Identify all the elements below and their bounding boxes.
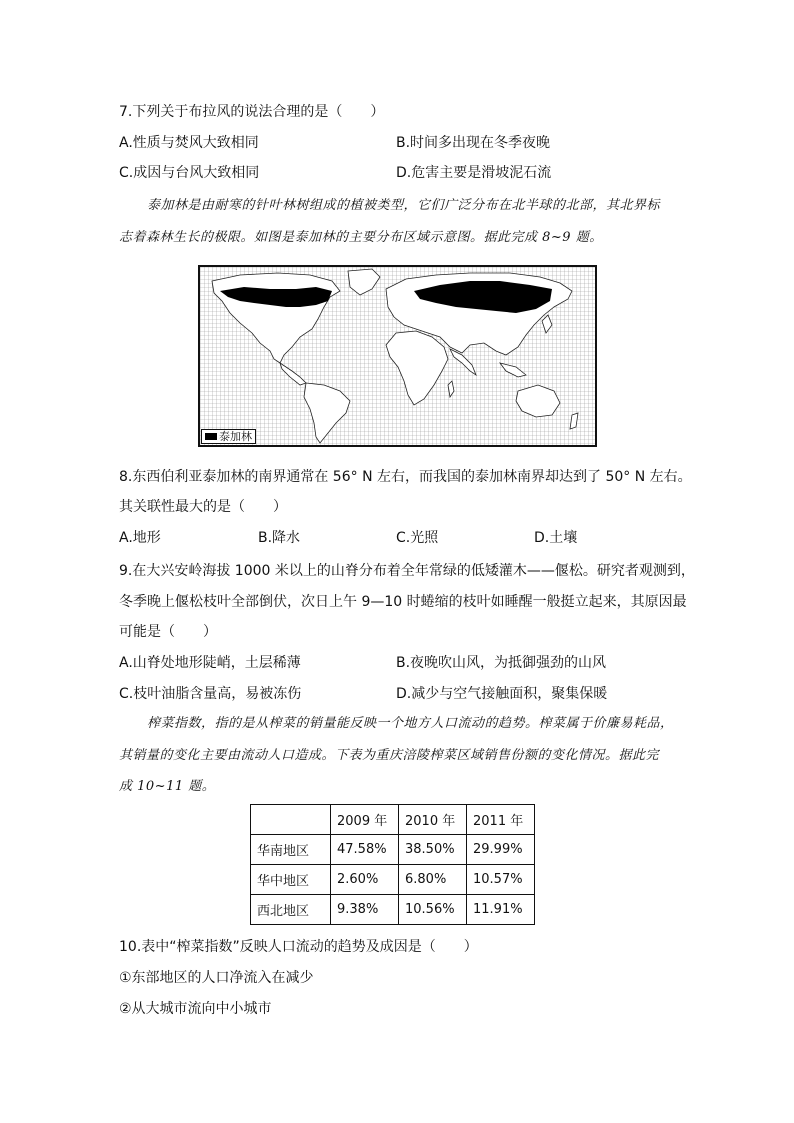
table-cell: 9.38% [331,895,399,925]
table-header-cell: 2011 年 [467,805,535,835]
q7-option-d: D.危害主要是滑坡泥石流 [396,165,552,181]
q7-option-b: B.时间多出现在冬季夜晚 [396,135,551,151]
passage2-line3: 成 10~11 题。 [119,779,216,794]
table-cell: 华中地区 [251,865,331,895]
q10-stem: 10.表中“榨菜指数”反映人口流动的趋势及成因是（ ） [119,939,478,955]
taiga-legend-swatch [205,433,217,440]
table-cell: 华南地区 [251,835,331,865]
q9-stem-line3: 可能是（ ） [119,624,217,640]
table-row [251,865,535,895]
table-header-cell: 2009 年 [331,805,399,835]
q8-option-a: A.地形 [119,530,161,546]
q9-stem-line2: 冬季晚上偃松枝叶全部倒伏，次日上午 9—10 时蜷缩的枝叶如睡醒一般挺立起来，其原因最 [119,594,687,610]
map-legend [201,429,256,444]
zhacai-sales-table [250,804,535,925]
q7-stem: 7.下列关于布拉风的说法合理的是（ ） [119,104,385,120]
q7-option-a: A.性质与焚风大致相同 [119,135,259,151]
table-header-row [251,805,535,835]
q10-item2: ②从大城市流向中小城市 [119,1001,272,1017]
table-cell: 38.50% [399,835,467,865]
table-cell: 10.56% [399,895,467,925]
q9-option-d: D.减少与空气接触面积，聚集保暖 [396,686,608,702]
q9-option-a: A.山脊处地形陡峭，土层稀薄 [119,655,301,671]
q8-option-c: C.光照 [396,530,439,546]
table-cell: 10.57% [467,865,535,895]
legend-label: 泰加林 [219,430,252,443]
q8-stem-line1: 8.东西伯利亚泰加林的南界通常在 56° N 左右，而我国的泰加林南界却达到了 50° N 左右。 [119,469,692,485]
q9-option-c: C.枝叶油脂含量高，易被冻伤 [119,686,302,702]
passage2-line2: 其销量的变化主要由流动人口造成。下表为重庆涪陵榨菜区域销售份额的变化情况。据此完 [119,748,660,763]
table-cell: 西北地区 [251,895,331,925]
table-header-cell: 2010 年 [399,805,467,835]
passage1-line2: 志着森林生长的极限。如图是泰加林的主要分布区域示意图。据此完成 8~9 题。 [119,230,603,245]
q8-option-d: D.土壤 [534,530,578,546]
table-cell: 2.60% [331,865,399,895]
q9-stem-line1: 9.在大兴安岭海拔 1000 米以上的山脊分布着全年常绿的低矮灌木——偃松。研究者观测到， [119,563,695,579]
world-map-graphic [200,267,595,445]
taiga-distribution-map [198,265,597,447]
passage2-line1: 榨菜指数，指的是从榨菜的销量能反映一个地方人口流动的趋势。榨菜属于价廉易耗品， [147,716,674,731]
q7-option-c: C.成因与台风大致相同 [119,165,260,181]
q10-item1: ①东部地区的人口净流入在减少 [119,970,314,986]
table-cell: 6.80% [399,865,467,895]
table-cell: 11.91% [467,895,535,925]
table-cell: 29.99% [467,835,535,865]
table-header-cell [251,805,331,835]
q8-stem-line2: 其关联性最大的是（ ） [119,499,287,515]
table-row [251,835,535,865]
q9-option-b: B.夜晚吹山风，为抵御强劲的山风 [396,655,607,671]
q8-option-b: B.降水 [258,530,301,546]
table-cell: 47.58% [331,835,399,865]
table-row [251,895,535,925]
passage1-line1: 泰加林是由耐寒的针叶林树组成的植被类型，它们广泛分布在北半球的北部，其北界标 [147,198,661,213]
